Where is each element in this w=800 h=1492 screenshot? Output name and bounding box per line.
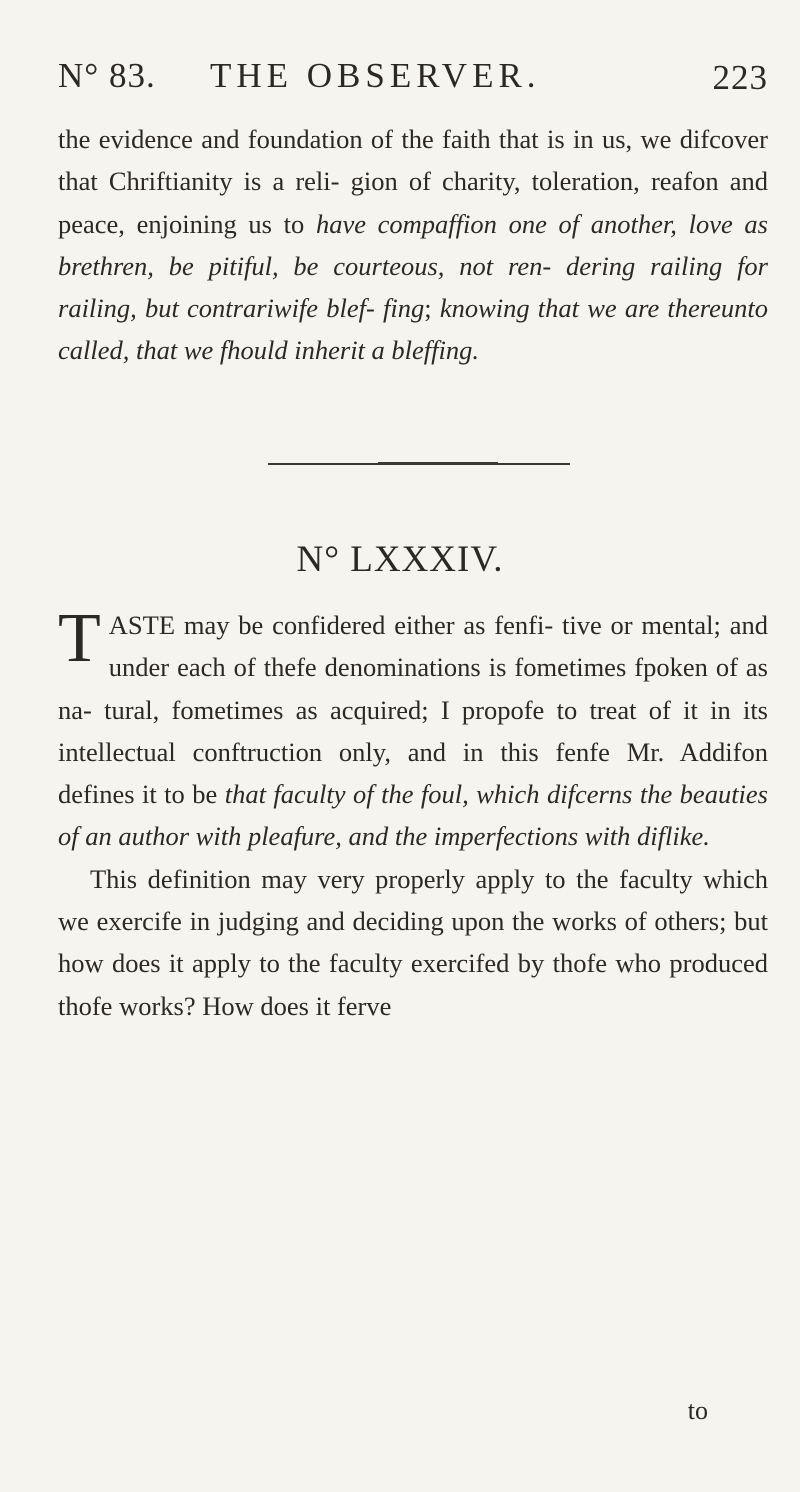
page-number: 223: [712, 58, 768, 97]
essay-body: [58, 600, 768, 1027]
closing-text-roman: the evidence and foundation of the faith that is in us, we difcover that Chriftianity is a reli- gion of charity, toleration, reafon and peace, enjoining us to: [58, 124, 768, 239]
closing-paragraph-text: [58, 118, 768, 372]
essay-paragraph-2: This definition may very properly apply to the faculty which we exercife in judging and deciding upon the works of others; but how does it apply to the faculty exercifed by thofe who produced thofe works? How does it ferve: [58, 863, 768, 1021]
catchword: to: [687, 1396, 708, 1425]
scripture-quote: have compaffion one of another, love as brethren, be pitiful, be courteous, not ren- dering railing for railing, but contrariwife blef- fing: [58, 208, 768, 324]
scripture-quote-end: knowing that we are thereunto called, that we fhould inherit a bleffing.: [58, 293, 768, 366]
running-head: [58, 56, 768, 104]
section-divider-rule: [268, 463, 570, 465]
closing-text-semicolon: ;: [424, 293, 440, 324]
closing-paragraph: [58, 118, 768, 372]
essay-text-intro: ASTE may be confidered either as fenfi- tive or mental; and under each of thefe denominations is fometimes fpoken of as na- tural, fometimes as acquired; I propofe to treat of it in its intellectual conftruction only, and in this fenfe Mr. Addifon defines it to be: [58, 610, 768, 810]
essay-number-heading: N° LXXXIV.: [296, 539, 504, 580]
drop-cap: T: [58, 600, 101, 677]
addison-definition: that faculty of the foul, which difcerns the beauties of an author with pleafure, and the imperfections with diflike.: [58, 779, 768, 852]
issue-number: N° 83.: [58, 56, 156, 95]
publication-title: THE OBSERVER.: [210, 56, 541, 95]
essay-paragraph-1: [58, 600, 768, 858]
